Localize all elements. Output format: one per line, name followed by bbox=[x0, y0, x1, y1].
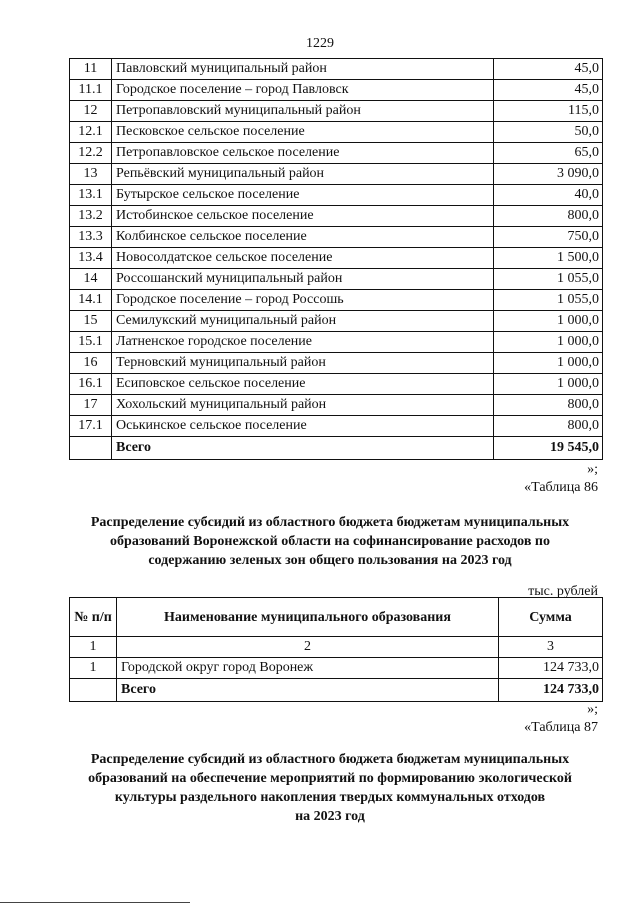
table-row bbox=[70, 143, 603, 164]
table-86-title bbox=[60, 513, 600, 570]
table-row bbox=[70, 311, 603, 332]
subsidy-amount: 40,0 bbox=[494, 185, 603, 206]
subsidy-amount: 65,0 bbox=[494, 143, 603, 164]
table-row bbox=[70, 185, 603, 206]
closing-quote: »; bbox=[587, 462, 598, 477]
header-number: № п/п bbox=[70, 598, 117, 637]
row-number: 17 bbox=[70, 395, 112, 416]
municipality-name: Городской округ город Воронеж bbox=[117, 658, 499, 679]
municipality-name: Истобинское сельское поселение bbox=[112, 206, 494, 227]
table-row bbox=[70, 658, 603, 679]
subsidy-amount: 800,0 bbox=[494, 395, 603, 416]
municipality-name: Латненское городское поселение bbox=[112, 332, 494, 353]
table-row bbox=[70, 80, 603, 101]
column-index-row bbox=[70, 637, 603, 658]
subsidy-amount: 45,0 bbox=[494, 59, 603, 80]
table-87-title bbox=[60, 750, 600, 826]
total-empty-cell bbox=[70, 679, 117, 702]
table-row bbox=[70, 227, 603, 248]
municipality-name: Репьёвский муниципальный район bbox=[112, 164, 494, 185]
municipality-name: Терновский муниципальный район bbox=[112, 353, 494, 374]
row-number: 1 bbox=[70, 658, 117, 679]
table-row bbox=[70, 248, 603, 269]
row-number: 15 bbox=[70, 311, 112, 332]
subsidy-amount: 1 000,0 bbox=[494, 311, 603, 332]
title-line: Распределение субсидий из областного бюджета бюджетам муниципальных bbox=[90, 515, 570, 530]
table-86-body bbox=[70, 598, 603, 702]
table-row bbox=[70, 101, 603, 122]
total-label: Всего bbox=[117, 679, 499, 702]
subsidy-table-continued bbox=[69, 58, 603, 460]
table-header-row bbox=[70, 598, 603, 637]
municipality-name: Петропавловское сельское поселение bbox=[112, 143, 494, 164]
municipality-name: Оськинское сельское поселение bbox=[112, 416, 494, 437]
row-number: 16.1 bbox=[70, 374, 112, 395]
municipality-name: Россошанский муниципальный район bbox=[112, 269, 494, 290]
row-number: 14.1 bbox=[70, 290, 112, 311]
row-number: 17.1 bbox=[70, 416, 112, 437]
table-row bbox=[70, 164, 603, 185]
row-number: 15.1 bbox=[70, 332, 112, 353]
subsidy-amount: 1 055,0 bbox=[494, 290, 603, 311]
subsidy-amount: 800,0 bbox=[494, 416, 603, 437]
municipality-name: Городское поселение – город Павловск bbox=[112, 80, 494, 101]
municipality-name: Хохольский муниципальный район bbox=[112, 395, 494, 416]
total-empty-cell bbox=[70, 437, 112, 460]
row-number: 16 bbox=[70, 353, 112, 374]
table-row bbox=[70, 332, 603, 353]
table-row bbox=[70, 59, 603, 80]
total-label: Всего bbox=[112, 437, 494, 460]
table-row bbox=[70, 353, 603, 374]
row-number: 12 bbox=[70, 101, 112, 122]
index-cell-3: 3 bbox=[499, 637, 603, 658]
row-number: 13.4 bbox=[70, 248, 112, 269]
subsidy-amount: 800,0 bbox=[494, 206, 603, 227]
subsidy-table-body bbox=[70, 59, 603, 460]
subsidy-amount: 1 055,0 bbox=[494, 269, 603, 290]
footnote-separator bbox=[0, 902, 190, 903]
table-row bbox=[70, 206, 603, 227]
subsidy-amount: 3 090,0 bbox=[494, 164, 603, 185]
row-number: 13.1 bbox=[70, 185, 112, 206]
header-name: Наименование муниципального образования bbox=[117, 598, 499, 637]
row-number: 13.3 bbox=[70, 227, 112, 248]
municipality-name: Колбинское сельское поселение bbox=[112, 227, 494, 248]
title-line: образований Воронежской области на софинансирование расходов по bbox=[110, 534, 550, 549]
total-amount: 124 733,0 bbox=[499, 679, 603, 702]
table-row bbox=[70, 416, 603, 437]
table-row bbox=[70, 374, 603, 395]
subsidy-amount: 1 500,0 bbox=[494, 248, 603, 269]
municipality-name: Новосолдатское сельское поселение bbox=[112, 248, 494, 269]
table-row bbox=[70, 122, 603, 143]
row-number: 12.2 bbox=[70, 143, 112, 164]
table-row bbox=[70, 290, 603, 311]
row-number: 11 bbox=[70, 59, 112, 80]
subsidy-amount: 124 733,0 bbox=[499, 658, 603, 679]
title-line: образований на обеспечение мероприятий по формированию экологической bbox=[88, 771, 572, 786]
subsidy-amount: 115,0 bbox=[494, 101, 603, 122]
units-label: тыс. рублей bbox=[528, 584, 598, 599]
header-sum: Сумма bbox=[499, 598, 603, 637]
municipality-name: Бутырское сельское поселение bbox=[112, 185, 494, 206]
title-line: культуры раздельного накопления твердых коммунальных отходов bbox=[114, 790, 546, 805]
page-number: 1229 bbox=[306, 36, 334, 51]
subsidy-amount: 50,0 bbox=[494, 122, 603, 143]
municipality-name: Есиповское сельское поселение bbox=[112, 374, 494, 395]
subsidy-amount: 45,0 bbox=[494, 80, 603, 101]
row-number: 12.1 bbox=[70, 122, 112, 143]
row-number: 13 bbox=[70, 164, 112, 185]
table-86-label: «Таблица 86 bbox=[524, 480, 598, 495]
row-number: 11.1 bbox=[70, 80, 112, 101]
title-line: Распределение субсидий из областного бюджета бюджетам муниципальных bbox=[90, 752, 570, 767]
municipality-name: Петропавловский муниципальный район bbox=[112, 101, 494, 122]
subsidy-amount: 1 000,0 bbox=[494, 353, 603, 374]
table-87-label: «Таблица 87 bbox=[524, 720, 598, 735]
row-number: 14 bbox=[70, 269, 112, 290]
index-cell-2: 2 bbox=[117, 637, 499, 658]
table-row bbox=[70, 395, 603, 416]
row-number: 13.2 bbox=[70, 206, 112, 227]
closing-quote: »; bbox=[587, 702, 598, 717]
municipality-name: Павловский муниципальный район bbox=[112, 59, 494, 80]
subsidy-amount: 750,0 bbox=[494, 227, 603, 248]
municipality-name: Городское поселение – город Россошь bbox=[112, 290, 494, 311]
subsidy-table-86 bbox=[69, 597, 603, 702]
title-line: на 2023 год bbox=[295, 809, 365, 824]
table-total-row bbox=[70, 679, 603, 702]
table-total-row bbox=[70, 437, 603, 460]
subsidy-amount: 1 000,0 bbox=[494, 374, 603, 395]
title-line: содержанию зеленых зон общего пользования на 2023 год bbox=[148, 553, 512, 568]
total-amount: 19 545,0 bbox=[494, 437, 603, 460]
municipality-name: Песковское сельское поселение bbox=[112, 122, 494, 143]
subsidy-amount: 1 000,0 bbox=[494, 332, 603, 353]
table-row bbox=[70, 269, 603, 290]
index-cell-1: 1 bbox=[70, 637, 117, 658]
municipality-name: Семилукский муниципальный район bbox=[112, 311, 494, 332]
